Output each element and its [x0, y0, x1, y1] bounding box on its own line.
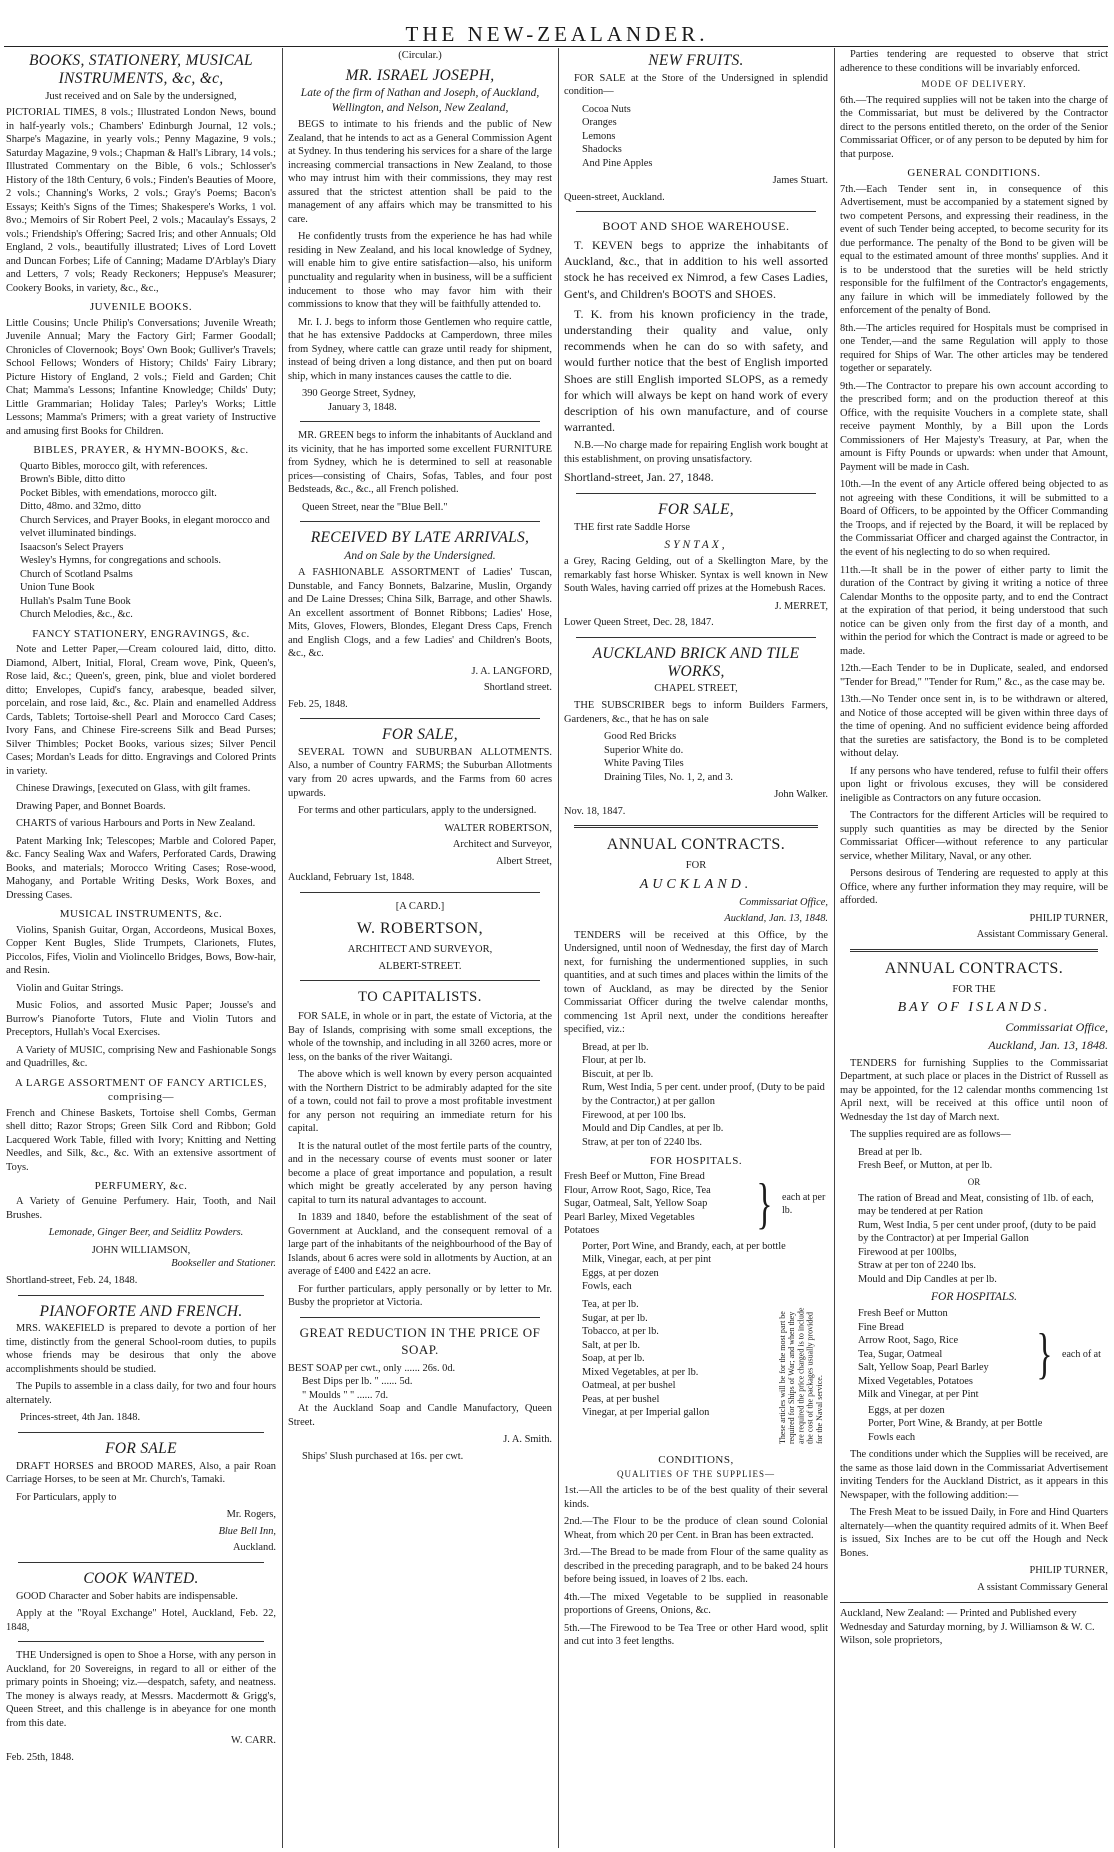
- condition-item: 2nd.—The Flour to be the produce of clean sound Colonial Wheat, from which 20 per Cent. in Bran has been extracted.: [564, 1516, 828, 1541]
- card-name: W. ROBERTSON,: [356, 920, 484, 938]
- list-item: Soap, at per lb.: [582, 1353, 645, 1365]
- brace-note: each at per lb.: [782, 1192, 826, 1217]
- signature: J. MERRET,: [774, 600, 828, 612]
- condition-item: 1st.—All the articles to be of the best quality of their several kinds.: [564, 1484, 828, 1510]
- date-line: Nov. 18, 1847.: [564, 805, 626, 817]
- list-item: Pocket Bibles, with emendations, morocco gilt.: [20, 487, 217, 499]
- joseph-subheading: Late of the firm of Nathan and Joseph, of Auckland, Wellington, and Nelson, New Zealand,: [300, 87, 540, 115]
- bay-for: FOR THE: [952, 983, 996, 995]
- supplies-list: [582, 1041, 828, 1149]
- list-item: Church of Scotland Psalms: [20, 568, 133, 580]
- lots-paragraph: For terms and other particulars, apply to the undersigned.: [298, 805, 537, 817]
- list-item: Straw at per ton of 2240 lbs.: [858, 1260, 977, 1272]
- pianoforte-paragraph: MRS. WAKEFIELD is prepared to devote a portion of her time, distinctly from the general School-room duties, to pupils whose friends may be desirous that only the above accomplishments should be studied.: [6, 1323, 276, 1375]
- bay-hospitals-heading: FOR HOSPITALS.: [930, 1291, 1018, 1304]
- divider: [576, 211, 816, 212]
- books-paragraph: PICTORIAL TIMES, 8 vols.; Illustrated London News, bound in half-yearly vols.; Chambers' Edinburgh Journal, 12 vols.; Sharpe's Magazine, in yearly vols.; Penny Magazine, 9 vols.; Saturday Magazine, 9 vols.; Chapman & Hall's Library, 14 vols.; Illustrated Commentary on the Bible, 6 vols.; Schlosser's History of the 18th Century, 6 vols.; Finden's Beauties of Moore, 2 vols.; Channing's Works, 2 vols.; Gray's Poems; Bacon's Essays; Keith's Signs of the Times; Shakespere's Works, 1 vol. 8vo.; Memoirs of Sir Robert Peel, 2 vols.; Macaulay's Essays, 2 vols.; Friendship's Offering; Sacred Iris; and other Annuals; Old England, 2 vols., beautifully illustrated; Lives of Lord Lovett and Duncan Forbes; Life of Canning; Madame D'Arblay's Diary and Letters, 7 vols; Ready Reckoners; Heppuse's Measurer; Cookery Books, in variety, &c., &c.,: [6, 107, 276, 294]
- list-item: Bread, at per lb.: [582, 1041, 649, 1053]
- date-line: Auckland, Jan. 13, 1848.: [988, 1038, 1108, 1053]
- divider: [850, 949, 1098, 952]
- delivery-heading: MODE OF DELIVERY.: [921, 79, 1027, 90]
- bay-paragraph: TENDERS for furnishing Supplies to the Commissariat Department, at such place or places in the District of Russell as may be appointed, for the 12 calendar months commencing 1st April next, will be received at this office until noon of Wednesday the 1st day of March next.: [840, 1057, 1108, 1123]
- list-item: Church Services, and Prayer Books, in elegant morocco and velvet illuminated bindings.: [20, 514, 270, 540]
- list-item: Arrow Root, Sago, Rice: [858, 1335, 959, 1347]
- condition-item: 12th.—Each Tender to be in Duplicate, sealed, and endorsed "Tender for Bread," "Tender for Rum," &c., as the case may be.: [840, 663, 1108, 688]
- date-line: Feb. 25, 1848.: [288, 698, 348, 710]
- for-sale-paragraph: DRAFT HORSES and BROOD MARES, Also, a pair Roan Carriage Horses, to be seen at Mr. Church's, Tamaki.: [6, 1460, 276, 1486]
- list-item: Milk, Vinegar, each, at per pint: [582, 1254, 712, 1266]
- capitalists-heading: TO CAPITALISTS.: [358, 989, 482, 1006]
- list-item: Sugar, at per lb.: [582, 1312, 648, 1324]
- bay-place: BAY OF ISLANDS.: [897, 1000, 1051, 1016]
- syntax-heading: FOR SALE,: [658, 500, 734, 518]
- list-item: Draining Tiles, No. 1, 2, and 3.: [604, 771, 734, 783]
- boot-paragraph: N.B.—No charge made for repairing English work bought at this establishment, on proving unsatisfactory.: [564, 440, 828, 465]
- bibles-heading: BIBLES, PRAYER, & HYMN-BOOKS, &c.: [33, 444, 249, 457]
- soap-heading: GREAT REDUCTION IN THE PRICE OF SOAP.: [299, 1325, 541, 1357]
- card-title: ARCHITECT AND SURVEYOR,: [347, 944, 493, 956]
- capitalists-paragraph: It is the natural outlet of the most fertile parts of the country, and in the necessary course of events must sooner or later become a place of great importance and population, a result which might be greatly accelerated by any person having capital to turn its natural advantages to account.: [288, 1140, 552, 1206]
- or-label: OR: [967, 1176, 981, 1187]
- joseph-paragraph: He confidently trusts from the experience he has had while residing in New Zealand, and his local knowledge of Sydney, will enable him to give entire satisfaction—also, his uniform punctuality and regularity when in business, will be a sufficient inducement to those who may favor him with their commissions to know that they will be faithfully attended to.: [288, 231, 552, 311]
- soap-paragraph: At the Auckland Soap and Candle Manufactory, Queen Street.: [288, 1403, 552, 1428]
- column-rule: [558, 48, 559, 1848]
- list-item: Biscuit, at per lb.: [582, 1068, 654, 1080]
- bay-contracts-heading: ANNUAL CONTRACTS.: [884, 959, 1064, 977]
- bay-paragraph: The Fresh Meat to be issued Daily, in Fore and Hind Quarters alternately—when the quantity required admits of it. When Beef is issued, Six Inches are to be cut off the Hough and Neck Bones.: [840, 1507, 1108, 1559]
- fruits-list: [582, 103, 828, 171]
- ships-list: [582, 1298, 762, 1420]
- bibles-list: [20, 460, 276, 622]
- received-paragraph: A FASHIONABLE ASSORTMENT of Ladies' Tuscan, Dunstable, and Fancy Bonnets, Balzarine, Muslin, Organdy and De Laine Dresses; China Silk, Barrage, and other Shawls. An excellent assortment of Bonnet Ribbons; Ladies' Hose, Mits, Gloves, Flowers, Blondes, Elegant Dress Caps, French and English Clogs, and a few Ladies' and Children's Boots, &c., &c.: [288, 567, 552, 660]
- signature: WALTER ROBERTSON,: [444, 822, 552, 834]
- list-item: Fowls each: [868, 1431, 916, 1443]
- column-rule: [834, 48, 835, 1848]
- delivery-paragraph: 6th.—The required supplies will not be taken into the charge of the Commissariat, but must be delivered by the Contractor direct to the persons entitled thereto, on the order of the Senior Commissariat Officer, or of any person to be deputed by him for that purpose.: [840, 94, 1108, 160]
- divider: [18, 1432, 264, 1433]
- articles-heading: A LARGE ASSORTMENT OF FANCY ARTICLES, comprising—: [14, 1076, 268, 1104]
- divider: [300, 521, 540, 522]
- joseph-paragraph: BEGS to intimate to his friends and the public of New Zealand, that he intends to act as a General Commission Agent at Sydney. In thus tendering his services for a share of the large increasing commercial transactions in New Zealand, to those who may intrust him with their commissions, they may rest assured that the strictest attention shall be paid to the management of any affairs which may be transmitted to his care.: [288, 119, 552, 225]
- juvenile-paragraph: Little Cousins; Uncle Philip's Conversations; Juvenile Wreath; Juvenile Annual; Mary the Factory Girl; Farmer Goodall; Chronicles of Clovernook; Boys' Own Book; Gulliver's Travels; School Fellows; Wonders of History; Childs' Fairy Library; Picture History of England, 2 vols.; Field and Garden; Chit Chat; Mamma's Lessons; Infantine Knowledge; Childs' Duty; Little Grammarian; Holiday Tales; Parley's Works; Little Lessons; Mamma's Primers; with a great variety of Instructive and amusing first Books for Children.: [6, 317, 276, 437]
- signature: James Stuart.: [772, 175, 828, 187]
- list-item: Quarto Bibles, morocco gilt, with references.: [20, 460, 208, 472]
- date-line: January 3, 1848.: [328, 401, 397, 413]
- office-line: Commissariat Office,: [1005, 1019, 1108, 1034]
- list-item: White Paving Tiles: [604, 758, 684, 770]
- brick-list: [604, 730, 828, 784]
- list-item: Straw, at per ton of 2240 lbs.: [582, 1136, 702, 1148]
- list-item: Fresh Beef, or Mutton, at per lb.: [858, 1160, 993, 1172]
- list-item: Shadocks: [582, 144, 622, 156]
- column-4: [840, 48, 1108, 1848]
- list-item: Porter, Port Wine, & Brandy, at per Bottle: [868, 1418, 1043, 1430]
- signature-title: Bookseller and Stationer.: [171, 1258, 276, 1270]
- condition-item: 9th.—The Contractor to prepare his own account according to the prescribed form; and on the production thereof at this Office, with the requisite Vouchers in a complete state, shall receive payment Monthly, by a Bill upon the Lords Commissioners of Her Majesty's Treasury, at Par, when the amount is Fifty Pounds or upwards: when under that Amount, Payment will be made in Cash.: [840, 380, 1108, 473]
- list-item: Hullah's Psalm Tune Book: [20, 595, 131, 607]
- price-line: Best Dips per lb. " ...... 5d.: [302, 1376, 413, 1388]
- masthead-rule: [4, 46, 1108, 47]
- bay-list: [858, 1146, 1108, 1173]
- contracts-paragraph: TENDERS will be received at this Office, by the Undersigned, until noon of Wednesday, the first day of March next, for furnishing the undermentioned supplies, in such quantities, and at such times and places within the limits of the town of Auckland, as may be directed by the Senior Commissariat Officer during the twelve calendar months, commencing 1st April next, under the conditions hereafter specified, viz.:: [564, 929, 828, 1036]
- horse-shoeing-paragraph: THE Undersigned is open to Shoe a Horse, with any person in Auckland, for 20 Sovereigns, in regard to all or either of the primary points in Shoeing; viz.—despatch, safety, and neatness. The money is always ready, at Messrs. Macdermott & Grigg's, Queen Street, and this challenge is in abeyance for one month from this date.: [6, 1650, 276, 1729]
- fancy-paragraph: Drawing Paper, and Bonnet Boards.: [16, 800, 166, 812]
- date-line: Shortland-street, Jan. 27, 1848.: [564, 470, 714, 485]
- juvenile-heading: JUVENILE BOOKS.: [89, 301, 193, 314]
- list-item: Sugar, Oatmeal, Salt, Yellow Soap: [564, 1198, 708, 1210]
- syntax-paragraph: a Grey, Racing Gelding, out of a Skellington Mare, by the remarkably fast horse Whisker. Syntax is well known in New South Wales, having carried off prizes at the Homebush Races.: [564, 556, 828, 595]
- list-item: Salt, at per lb.: [582, 1339, 641, 1351]
- address-line: Queen Street, near the "Blue Bell.": [302, 501, 448, 513]
- list-item: Ditto, 48mo. and 32mo, ditto: [20, 501, 141, 513]
- condition-item: 8th.—The articles required for Hospitals must be comprised in one Tender,—and the same Regulation will apply to those required for Ships of War. The other articles may be tendered together or separately.: [840, 322, 1108, 375]
- lots-paragraph: SEVERAL TOWN and SUBURBAN ALLOTMENTS. Also, a number of Country FARMS; the Suburban Allotments vary from 20 acres upwards, and the Farms from 60 acres upwards.: [288, 746, 552, 799]
- list-item: Superior White do.: [604, 744, 684, 756]
- list-item: Wesley's Hymns, for congregations and schools.: [20, 555, 222, 567]
- fancy-heading: FANCY STATIONERY, ENGRAVINGS, &c.: [32, 627, 250, 640]
- divider: [576, 493, 816, 494]
- list-item: Porter, Port Wine, and Brandy, each, at per bottle: [582, 1240, 786, 1252]
- signature-title: A ssistant Commissary General: [977, 1581, 1108, 1593]
- condition-item: 3rd.—The Bread to be made from Flour of the same quality as described in the preceding paragraph, and to be baked 24 hours before being issued, in loaves of 2 lbs. each.: [564, 1547, 828, 1586]
- hospitals-heading: FOR HOSPITALS.: [649, 1155, 743, 1168]
- condition-item: 7th.—Each Tender sent in, in consequence of this Advertisement, must be accompanied by a statement signed by two competent Persons, and expressing their readiness, in the event of such Tender being accepted, to become security for its due performance. The penalty of the Bond to be given will be equal to the estimated amount of three months' supplies. And it is to be understood that the sureties will be held strictly responsible for the fulfilment of the Contractor's engagements, any failure in which will be immediately followed by the enforcement of the penalty of Bond.: [840, 183, 1108, 317]
- list-item: Mixed Vegetables, Potatoes: [858, 1375, 973, 1387]
- divider: [576, 637, 816, 638]
- list-item: Rum, West India, 5 per cent under proof, (duty to be paid by the Contractor) at per Imperial Gallon: [858, 1219, 1096, 1245]
- for-sale-paragraph: For Particulars, apply to: [16, 1491, 117, 1503]
- brace-mark: }: [1036, 1323, 1053, 1386]
- list-item: Lemons: [582, 130, 616, 142]
- general-conditions-heading: GENERAL CONDITIONS.: [907, 167, 1041, 180]
- contracts-heading: ANNUAL CONTRACTS.: [606, 836, 786, 854]
- list-item: Fresh Beef or Mutton: [858, 1308, 948, 1320]
- ships-supplies: [564, 1298, 828, 1448]
- circular-label: (Circular.): [398, 50, 442, 61]
- divider: [300, 718, 540, 719]
- column-1: [6, 48, 276, 1848]
- conditions-continued: Parties tendering are requested to observe that strict adherence to these conditions will be invariably enforced.: [840, 49, 1108, 74]
- list-item: Mould and Dip Candles, at per lb.: [582, 1123, 724, 1135]
- card-label: [A CARD.]: [395, 900, 445, 912]
- divider: [300, 980, 540, 981]
- divider: [18, 1562, 264, 1563]
- fancy-paragraph: Patent Marking Ink; Telescopes; Marble and Colored Paper, &c. Fancy Sealing Wax and Wafers, Perforated Cards, Drawing Books, and materials; Morocco Writing Cases; Rose-wood, Mahogany, and Portable Writing Desks, Work Boxes, and Dressing Cases.: [6, 835, 276, 901]
- bay-hospitals-brace-group: [858, 1307, 1108, 1402]
- list-item: Bread at per lb.: [858, 1146, 923, 1158]
- bay-paragraph: The conditions under which the Supplies will be received, are the same as those laid down in the Commissariat Advertisement inviting Tenders for the Auckland District, as it appears in this Newspaper, with the following addition:—: [840, 1449, 1108, 1501]
- signature: Shortland street.: [483, 682, 552, 694]
- list-item: Tea, Sugar, Oatmeal: [858, 1348, 943, 1360]
- boot-paragraph: T. K. from his known proficiency in the trade, understanding their quality and value, only recommends when he can do so with safety, and would further notice that the best of English imported Shoes are still English imported SLOPS, as a remedy for which will always be kept on hand work of every description of his own manufacture, and of course warranted.: [564, 306, 828, 435]
- received-subheading: And on Sale by the Undersigned.: [344, 550, 496, 563]
- list-item: Church Melodies, &c., &c.: [20, 609, 133, 621]
- signature: PHILIP TURNER,: [1029, 912, 1108, 924]
- bay-list: [868, 1404, 1108, 1445]
- bay-list: [858, 1192, 1108, 1287]
- general-paragraph: If any persons who have tendered, refuse to fulfil their offers upon light or frivolous excuses, they will be considered ineligible as Contractors on any future occasion.: [840, 765, 1108, 804]
- books-heading: BOOKS, STATIONERY, MUSICAL INSTRUMENTS, &c, &c,: [29, 52, 253, 87]
- hospitals-brace-group: [564, 1170, 828, 1238]
- signature: J. A. Smith.: [503, 1434, 552, 1446]
- list-item: Pearl Barley, Mixed Vegetables: [564, 1211, 695, 1223]
- brick-heading: AUCKLAND BRICK AND TILE WORKS,: [592, 644, 800, 680]
- green-paragraph: MR. GREEN begs to inform the inhabitants of Auckland and its vicinity, that he has imported some excellent FURNITURE from Sydney, which he is determined to sell at reasonable prices—consisting of Chairs, Sofas, Tables, and four post Bedsteads, &c., &c., all French polished.: [288, 430, 552, 496]
- list-item: Peas, at per bushel: [582, 1393, 660, 1405]
- fancy-paragraph: CHARTS of various Harbours and Ports in New Zealand.: [16, 818, 256, 830]
- cook-wanted-heading: COOK WANTED.: [83, 1569, 199, 1587]
- condition-item: 4th.—The mixed Vegetable to be supplied in reasonable proportions of Greens, Onions, &c.: [564, 1591, 828, 1617]
- list-item: Oranges: [582, 117, 617, 129]
- list-item: Good Red Bricks: [604, 731, 677, 743]
- signature: Mr. Rogers,: [226, 1509, 276, 1521]
- list-item: Rum, West India, 5 per cent. under proof, (Duty to be paid by the Contractor,) at per gallon: [582, 1082, 825, 1107]
- soap-note: Ships' Slush purchased at 16s. per cwt.: [302, 1450, 464, 1462]
- boot-paragraph: T. KEVEN begs to apprize the inhabitants of Auckland, &c., that in addition to his well assorted stock he has received ex Nimrod, a few Cases Ladies, Gent's, and Children's BOOTS and SHOES.: [564, 238, 828, 301]
- divider: [300, 421, 540, 422]
- hospitals-list: [582, 1240, 828, 1294]
- contracts-place: AUCKLAND.: [639, 876, 753, 892]
- brace-note: each of at: [1062, 1348, 1101, 1360]
- imprint: Auckland, New Zealand: — Printed and Published every Wednesday and Saturday morning, by J. Williamson & W. C. Wilson, sole proprietors,: [840, 1602, 1108, 1648]
- list-item: Isaacson's Select Prayers: [20, 541, 124, 553]
- cook-paragraph: GOOD Character and Sober habits are indispensable.: [16, 1590, 238, 1602]
- ships-note: These articles will be for the most part be required for Ships of War; and when they are required the price charged is to include the cost of the packages usually provided for the Naval service.: [778, 1307, 824, 1444]
- received-heading: RECEIVED BY LATE ARRIVALS,: [310, 529, 530, 547]
- general-paragraph: Persons desirous of Tendering are requested to apply at this Office, where any further information they may require, will be afforded.: [840, 868, 1108, 907]
- list-item: Firewood at per 100lbs,: [858, 1246, 957, 1258]
- signature: JOHN WILLIAMSON,: [91, 1244, 191, 1256]
- condition-item: 11th.—It shall be in the power of either party to limit the duration of the Contract by giving it writing a notice of three Calendar Months to the opposite party, and to end the Contract at the expiration of that period, it being understood that such notice can be given only from the first day of a month, and within the period for which the Contract is made or agreed to be made.: [840, 564, 1108, 657]
- cook-paragraph: Apply at the "Royal Exchange" Hotel, Auckland, Feb. 22, 1848,: [6, 1608, 276, 1633]
- date-line: Auckland, February 1st, 1848.: [288, 872, 415, 884]
- list-item: Tobacco, at per lb.: [582, 1326, 659, 1338]
- contracts-for: FOR: [685, 859, 707, 871]
- articles-paragraph: French and Chinese Baskets, Tortoise shell Combs, German shell ditto; Razor Strops; Green Silk Cord and Ribbon; Gold Lacquered Work Table, filled with Ivory; Knitting and Netting Needles, and Silk, &c., &c. With an extensive assortment of Toys.: [6, 1107, 276, 1173]
- date-line: Auckland, Jan. 13, 1848.: [724, 913, 828, 925]
- card-address: ALBERT-STREET.: [378, 960, 462, 972]
- price-line: BEST SOAP per cwt., only ...... 26s. 0d.: [288, 1362, 456, 1374]
- fruits-paragraph: FOR SALE at the Store of the Undersigned in splendid condition—: [564, 72, 828, 98]
- price-line: " Moulds " " ...... 7d.: [302, 1389, 389, 1401]
- signature: Albert Street,: [496, 855, 552, 867]
- divider: [300, 892, 540, 893]
- list-item: Cocoa Nuts: [582, 103, 631, 115]
- divider: [18, 1295, 264, 1296]
- signature: PHILIP TURNER,: [1029, 1565, 1108, 1577]
- column-2: [288, 48, 552, 1848]
- brick-paragraph: THE SUBSCRIBER begs to inform Builders Farmers, Gardeners, &c., that he has on sale: [564, 700, 828, 725]
- list-item: Mould and Dip Candles at per lb.: [858, 1273, 997, 1285]
- joseph-paragraph: Mr. I. J. begs to inform those Gentlemen who require cattle, that he has extensive Paddocks at Camperdown, three miles from Sydney, where cattle can graze until ready for shipment, instead of being driven a long distance, and then put on board ship, which in many instances causes the cattle to die.: [288, 316, 552, 382]
- pianoforte-heading: PIANOFORTE AND FRENCH.: [39, 1302, 243, 1320]
- for-sale-heading: FOR SALE: [105, 1439, 177, 1457]
- brick-subheading: CHAPEL STREET,: [654, 683, 738, 695]
- signature: J. A. LANGFORD,: [471, 665, 552, 677]
- address-line: Queen-street, Auckland.: [564, 191, 665, 203]
- musical-paragraph: Violins, Spanish Guitar, Organ, Accordeons, Musical Boxes, Copper Kent Bugles, Slide Trumpets, Clarionets, Flutes, Piccolos, Fifes, Violin and Violincello Bridges, Bows, Bow-hair, and Resin.: [6, 924, 276, 977]
- condition-item: 13th.—No Tender once sent in, is to be withdrawn or altered, and Notice of those accepted will be given within three days of the time of opening. And no sufficient evidence being afforded that the sureties are satisfactory, the Bond is to be completed without delay.: [840, 694, 1108, 760]
- signature: Auckland.: [233, 1542, 276, 1554]
- boot-heading: BOOT AND SHOE WAREHOUSE.: [602, 219, 790, 234]
- fancy-paragraph: Chinese Drawings, [executed on Glass, with gilt frames.: [16, 783, 251, 795]
- list-item: Fresh Beef or Mutton, Fine Bread: [564, 1171, 705, 1183]
- conditions-heading: CONDITIONS,: [658, 1454, 734, 1466]
- list-item: Flour, at per lb.: [582, 1055, 646, 1067]
- list-item: Oatmeal, at per bushel: [582, 1380, 676, 1392]
- joseph-heading: MR. ISRAEL JOSEPH,: [345, 66, 495, 84]
- conditions-subheading: QUALITIES OF THE SUPPLIES—: [616, 1469, 776, 1480]
- list-item: Flour, Arrow Root, Sago, Rice, Tea: [564, 1184, 711, 1196]
- office-line: Commissariat Office,: [739, 896, 828, 908]
- list-item: The ration of Bread and Meat, consisting of 1lb. of each, may be tendered at per Ration: [858, 1192, 1094, 1218]
- signature: Architect and Surveyor,: [452, 839, 552, 851]
- list-item: Milk and Vinegar, at per Pint: [858, 1389, 979, 1401]
- divider: [300, 1317, 540, 1318]
- list-item: Union Tune Book: [20, 582, 95, 594]
- perfumery-heading: PERFUMERY, &c.: [94, 1180, 188, 1193]
- brace-mark: }: [756, 1173, 773, 1236]
- date-line: Shortland-street, Feb. 24, 1848.: [6, 1274, 138, 1286]
- capitalists-paragraph: In 1839 and 1840, before the establishment of the seat of Government at Auckland, and the consequent removal of a large part of the inhabitants of the neighbourhood of the Bay of Islands, about 6 acres were sold in allotments by Auction, at an average of £400 and £422 an acre.: [288, 1212, 552, 1278]
- musical-heading: MUSICAL INSTRUMENTS, &c.: [59, 908, 223, 921]
- column-rule: [282, 48, 283, 1848]
- bay-paragraph: The supplies required are as follows—: [850, 1129, 1011, 1141]
- fruits-heading: NEW FRUITS.: [648, 52, 744, 69]
- perfumery-paragraph: Lemonade, Ginger Beer, and Seidlitz Powders.: [48, 1227, 244, 1239]
- list-item: Eggs, at per dozen: [582, 1267, 659, 1279]
- list-item: Mixed Vegetables, at per lb.: [582, 1366, 699, 1378]
- list-item: Fowls, each: [582, 1281, 632, 1293]
- signature: Blue Bell Inn,: [218, 1525, 276, 1537]
- list-item: Vinegar, at per Imperial gallon: [582, 1407, 710, 1419]
- capitalists-paragraph: The above which is well known by every person acquainted with the Northern District to be admirably adapted for the site of a town, could not fail to prove a most profitable investment for any person not requiring an immediate return for his capital.: [288, 1069, 552, 1135]
- list-item: Brown's Bible, ditto ditto: [20, 474, 126, 486]
- list-item: Firewood, at per 100 lbs.: [582, 1109, 686, 1121]
- signature: John Walker.: [774, 789, 828, 801]
- list-item: And Pine Apples: [582, 157, 653, 169]
- list-item: Eggs, at per dozen: [868, 1404, 945, 1416]
- date-line: Feb. 25th, 1848.: [6, 1751, 74, 1763]
- list-item: Tea, at per lb.: [582, 1299, 639, 1310]
- musical-paragraph: Violin and Guitar Strings.: [16, 982, 124, 994]
- books-subheading: Just received and on Sale by the undersigned,: [45, 90, 237, 102]
- musical-paragraph: A Variety of MUSIC, comprising New and Fashionable Songs and Quadrilles, &c.: [6, 1044, 276, 1070]
- list-item: Salt, Yellow Soap, Pearl Barley: [858, 1362, 989, 1374]
- musical-paragraph: Music Folios, and assorted Music Paper; Jousse's and Burrow's Pianoforte Tutors, Flute and Violin Tutors and Preceptors, Hullah's Vocal Exercises.: [6, 1000, 276, 1039]
- general-paragraph: The Contractors for the different Articles will be required to supply such quantities as may be directed by the Senior Commissariat Officer—without reference to any particular service, whether Military, Naval, or any other.: [840, 810, 1108, 862]
- capitalists-paragraph: FOR SALE, in whole or in part, the estate of Victoria, at the Bay of Islands, comprising with some small exceptions, the whole of the township, and including in all 3260 acres, more or less, on the banks of the river Waitangi.: [288, 1011, 552, 1063]
- date-line: Princes-street, 4th Jan. 1848.: [20, 1412, 141, 1424]
- list-item: Fine Bread: [858, 1321, 904, 1333]
- list-item: Potatoes: [564, 1225, 600, 1237]
- divider: [18, 1641, 264, 1642]
- condition-item: 10th.—In the event of any Article offered being objected to as not agreeing with these Conditions, it will be submitted to a Board of Officers, to be appointed by the Officer Commanding the Troops, and if rejected by the Board, it will be replaced by the Commissariat Officer and charged against the Contractor, in the event of his neglecting to do so when required.: [840, 479, 1108, 558]
- perfumery-paragraph: A Variety of Genuine Perfumery. Hair, Tooth, and Nail Brushes.: [6, 1196, 276, 1221]
- column-3: [564, 48, 828, 1848]
- signature-title: Assistant Commissary General.: [976, 929, 1108, 941]
- date-line: Lower Queen Street, Dec. 28, 1847.: [564, 617, 714, 629]
- signature: W. CARR.: [231, 1735, 276, 1747]
- masthead: THE NEW-ZEALANDER.: [405, 22, 709, 46]
- fancy-paragraph: Note and Letter Paper,—Cream coloured laid, ditto, ditto. Diamond, Albert, Initial, Floral, Cream wove, Pink, Queen's, Rose laid, &c.; Queen's, green, pink, blue and violet bordered ditto; Envelopes, Cupid's fancy, arabesque, beaded silver, porcelain, and rose laid, &c., &c. Plain and enamelled Address Cards, Tablets; Tortoise-shell Pearl and Morocco Card Cases; Ivory Fans, and Chinese Fire-screens Silk and Bead Purses; Silver Thimbles; Pocket Books, various sizes; Silver Pencil Cases; Mordan's Leads for ditto. Engravings and Colored Prints in variety.: [6, 644, 276, 777]
- capitalists-paragraph: For further particulars, apply personally or by letter to Mr. Busby the proprietor at Victoria.: [288, 1283, 552, 1309]
- divider: [574, 825, 818, 828]
- horse-name: SYNTAX,: [664, 539, 728, 552]
- syntax-paragraph: THE first rate Saddle Horse: [574, 521, 690, 533]
- address-line: 390 George Street, Sydney,: [302, 388, 416, 400]
- condition-item: 5th.—The Firewood to be Tea Tree or other Hard wood, split and cut into 3 feet lengths.: [564, 1622, 828, 1648]
- pianoforte-paragraph: The Pupils to assemble in a class daily, for two and four hours alternately.: [6, 1381, 276, 1406]
- lots-heading: FOR SALE,: [382, 726, 458, 744]
